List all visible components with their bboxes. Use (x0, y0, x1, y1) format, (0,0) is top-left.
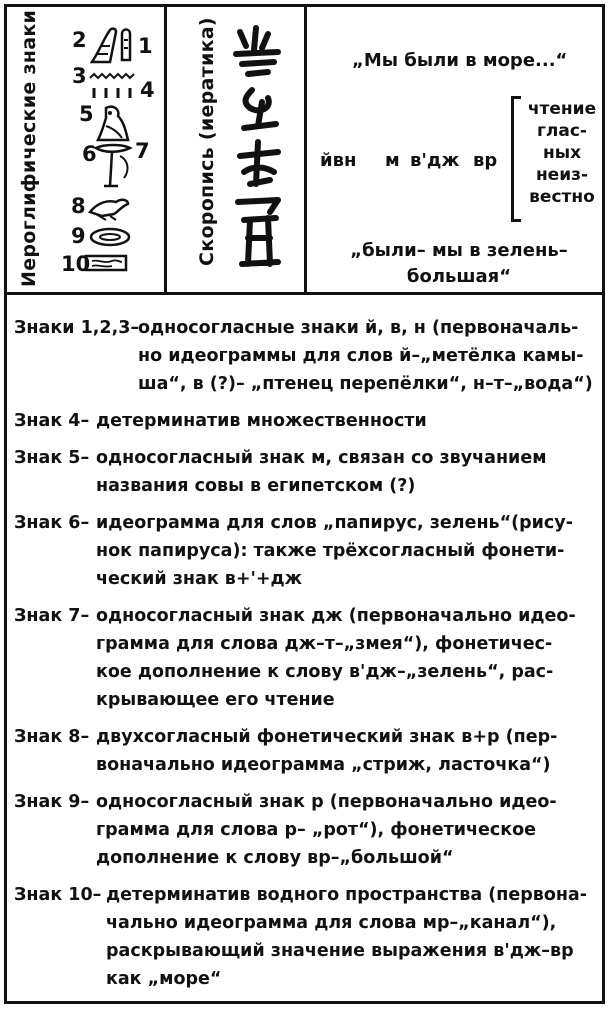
entry-label: Знак 9– (14, 792, 90, 812)
water-ripple-hieroglyph (88, 70, 140, 102)
translit-word-4: вр (473, 150, 498, 171)
entry-line: названия совы в египетском (?) (96, 476, 416, 496)
sign-number-4: 4 (140, 78, 155, 102)
entry-line: односогласные знаки й, в, н (первоначаль- (138, 318, 579, 338)
entry-line: односогласный знак м, связан со звучанием (96, 448, 547, 468)
entry-label: Знаки 1,2,3– (14, 318, 140, 338)
owl-hieroglyph (92, 104, 132, 144)
entry-line: односогласный знак дж (первоначально идео- (96, 606, 576, 626)
entry-sign-9 (14, 788, 600, 872)
entry-line: грамма для слова дж–т–„змея“), фонетичес- (96, 634, 553, 654)
entry-line: раскрывающий значение выражения в'дж–вр (106, 941, 574, 961)
hieratic-title: Скоропись (иератика) (196, 17, 218, 266)
note-line: ных (542, 143, 582, 163)
sign-number-8: 8 (71, 194, 86, 218)
entry-sign-10 (14, 881, 600, 993)
quote-bottom-line: большая“ (406, 266, 512, 287)
entry-line: детерминатив водного пространства (первона- (106, 885, 588, 905)
entry-sign-6 (14, 509, 600, 593)
entry-line: грамма для слова р– „рот“), фонетическое (96, 820, 537, 840)
entry-label: Знак 6– (14, 513, 90, 533)
entry-line: ческий знак в+'+дж (96, 569, 303, 589)
entry-line: воначально идеограмма „стриж, ласточка“) (96, 755, 551, 775)
entry-label: Знак 8– (14, 727, 90, 747)
sign-number-7: 7 (135, 139, 150, 163)
mouth-hieroglyph (88, 226, 132, 248)
sign-number-2: 2 (72, 28, 87, 52)
note-line: вестно (529, 187, 595, 207)
quote-top: „Мы были в море...“ (352, 50, 568, 71)
entry-line: нок папируса): также трёхсогласный фонети- (96, 541, 565, 561)
translit-word-1: йвн (320, 150, 357, 171)
entry-line: идеограмма для слов „папирус, зелень“(рису- (96, 513, 573, 533)
sign-number-3: 3 (72, 64, 87, 88)
note-bracket (511, 96, 521, 222)
entry-line: кое дополнение к слову в'дж–„зелень“, рас- (96, 662, 554, 682)
sign-number-1: 1 (138, 34, 153, 58)
translit-word-3: в'дж (410, 150, 460, 171)
sign-explanations (14, 314, 600, 1002)
reed-leaf-hieroglyph (86, 24, 146, 64)
entry-sign-8 (14, 723, 600, 779)
column-divider-1 (164, 4, 167, 294)
entry-sign-5 (14, 444, 600, 500)
entry-line: чально идеограмма для слова мр–„канал“), (106, 913, 557, 933)
entry-sign-4 (14, 407, 600, 435)
hieroglyphs-title: Иероглифические знаки (18, 9, 40, 287)
entry-label: Знак 7– (14, 606, 90, 626)
entry-label: Знак 10– (14, 885, 102, 905)
entry-sign-7 (14, 602, 600, 714)
entry-line: односогласный знак р (первоначально идео- (96, 792, 557, 812)
entry-line: как „море“ (106, 969, 222, 989)
sign-number-9: 9 (71, 224, 86, 248)
entry-line: дополнение к слову вр–„большой“ (96, 848, 454, 868)
papyrus-hieroglyph (92, 142, 136, 190)
translit-word-2: м (385, 150, 400, 171)
hieratic-script (228, 24, 288, 274)
quote-bottom (316, 238, 602, 290)
quote-bottom-line: „были– мы в зелень– (350, 240, 568, 261)
note-line: неиз- (535, 165, 589, 185)
entry-line: крывающее его чтение (96, 690, 335, 710)
entry-line: ша“, в (?)– „птенец перепёлки“, н–т–„вода“) (138, 374, 593, 394)
sign-number-5: 5 (79, 102, 94, 126)
column-divider-2 (304, 4, 307, 294)
entry-line: двухсогласный фонетический знак в+р (пер- (96, 727, 558, 747)
entry-label: Знак 5– (14, 448, 90, 468)
entry-line: детерминатив множественности (96, 411, 427, 431)
entry-signs-1-2-3 (14, 314, 600, 398)
entry-line: но идеограммы для слов й–„метёлка камы- (138, 346, 584, 366)
vowel-note (522, 98, 602, 208)
sign-number-10: 10 (61, 252, 91, 276)
note-line: глас- (537, 121, 587, 141)
note-line: чтение (527, 99, 597, 119)
sign-number-6: 6 (82, 142, 97, 166)
canal-hieroglyph (82, 250, 132, 274)
entry-label: Знак 4– (14, 411, 90, 431)
swallow-hieroglyph (86, 192, 132, 222)
